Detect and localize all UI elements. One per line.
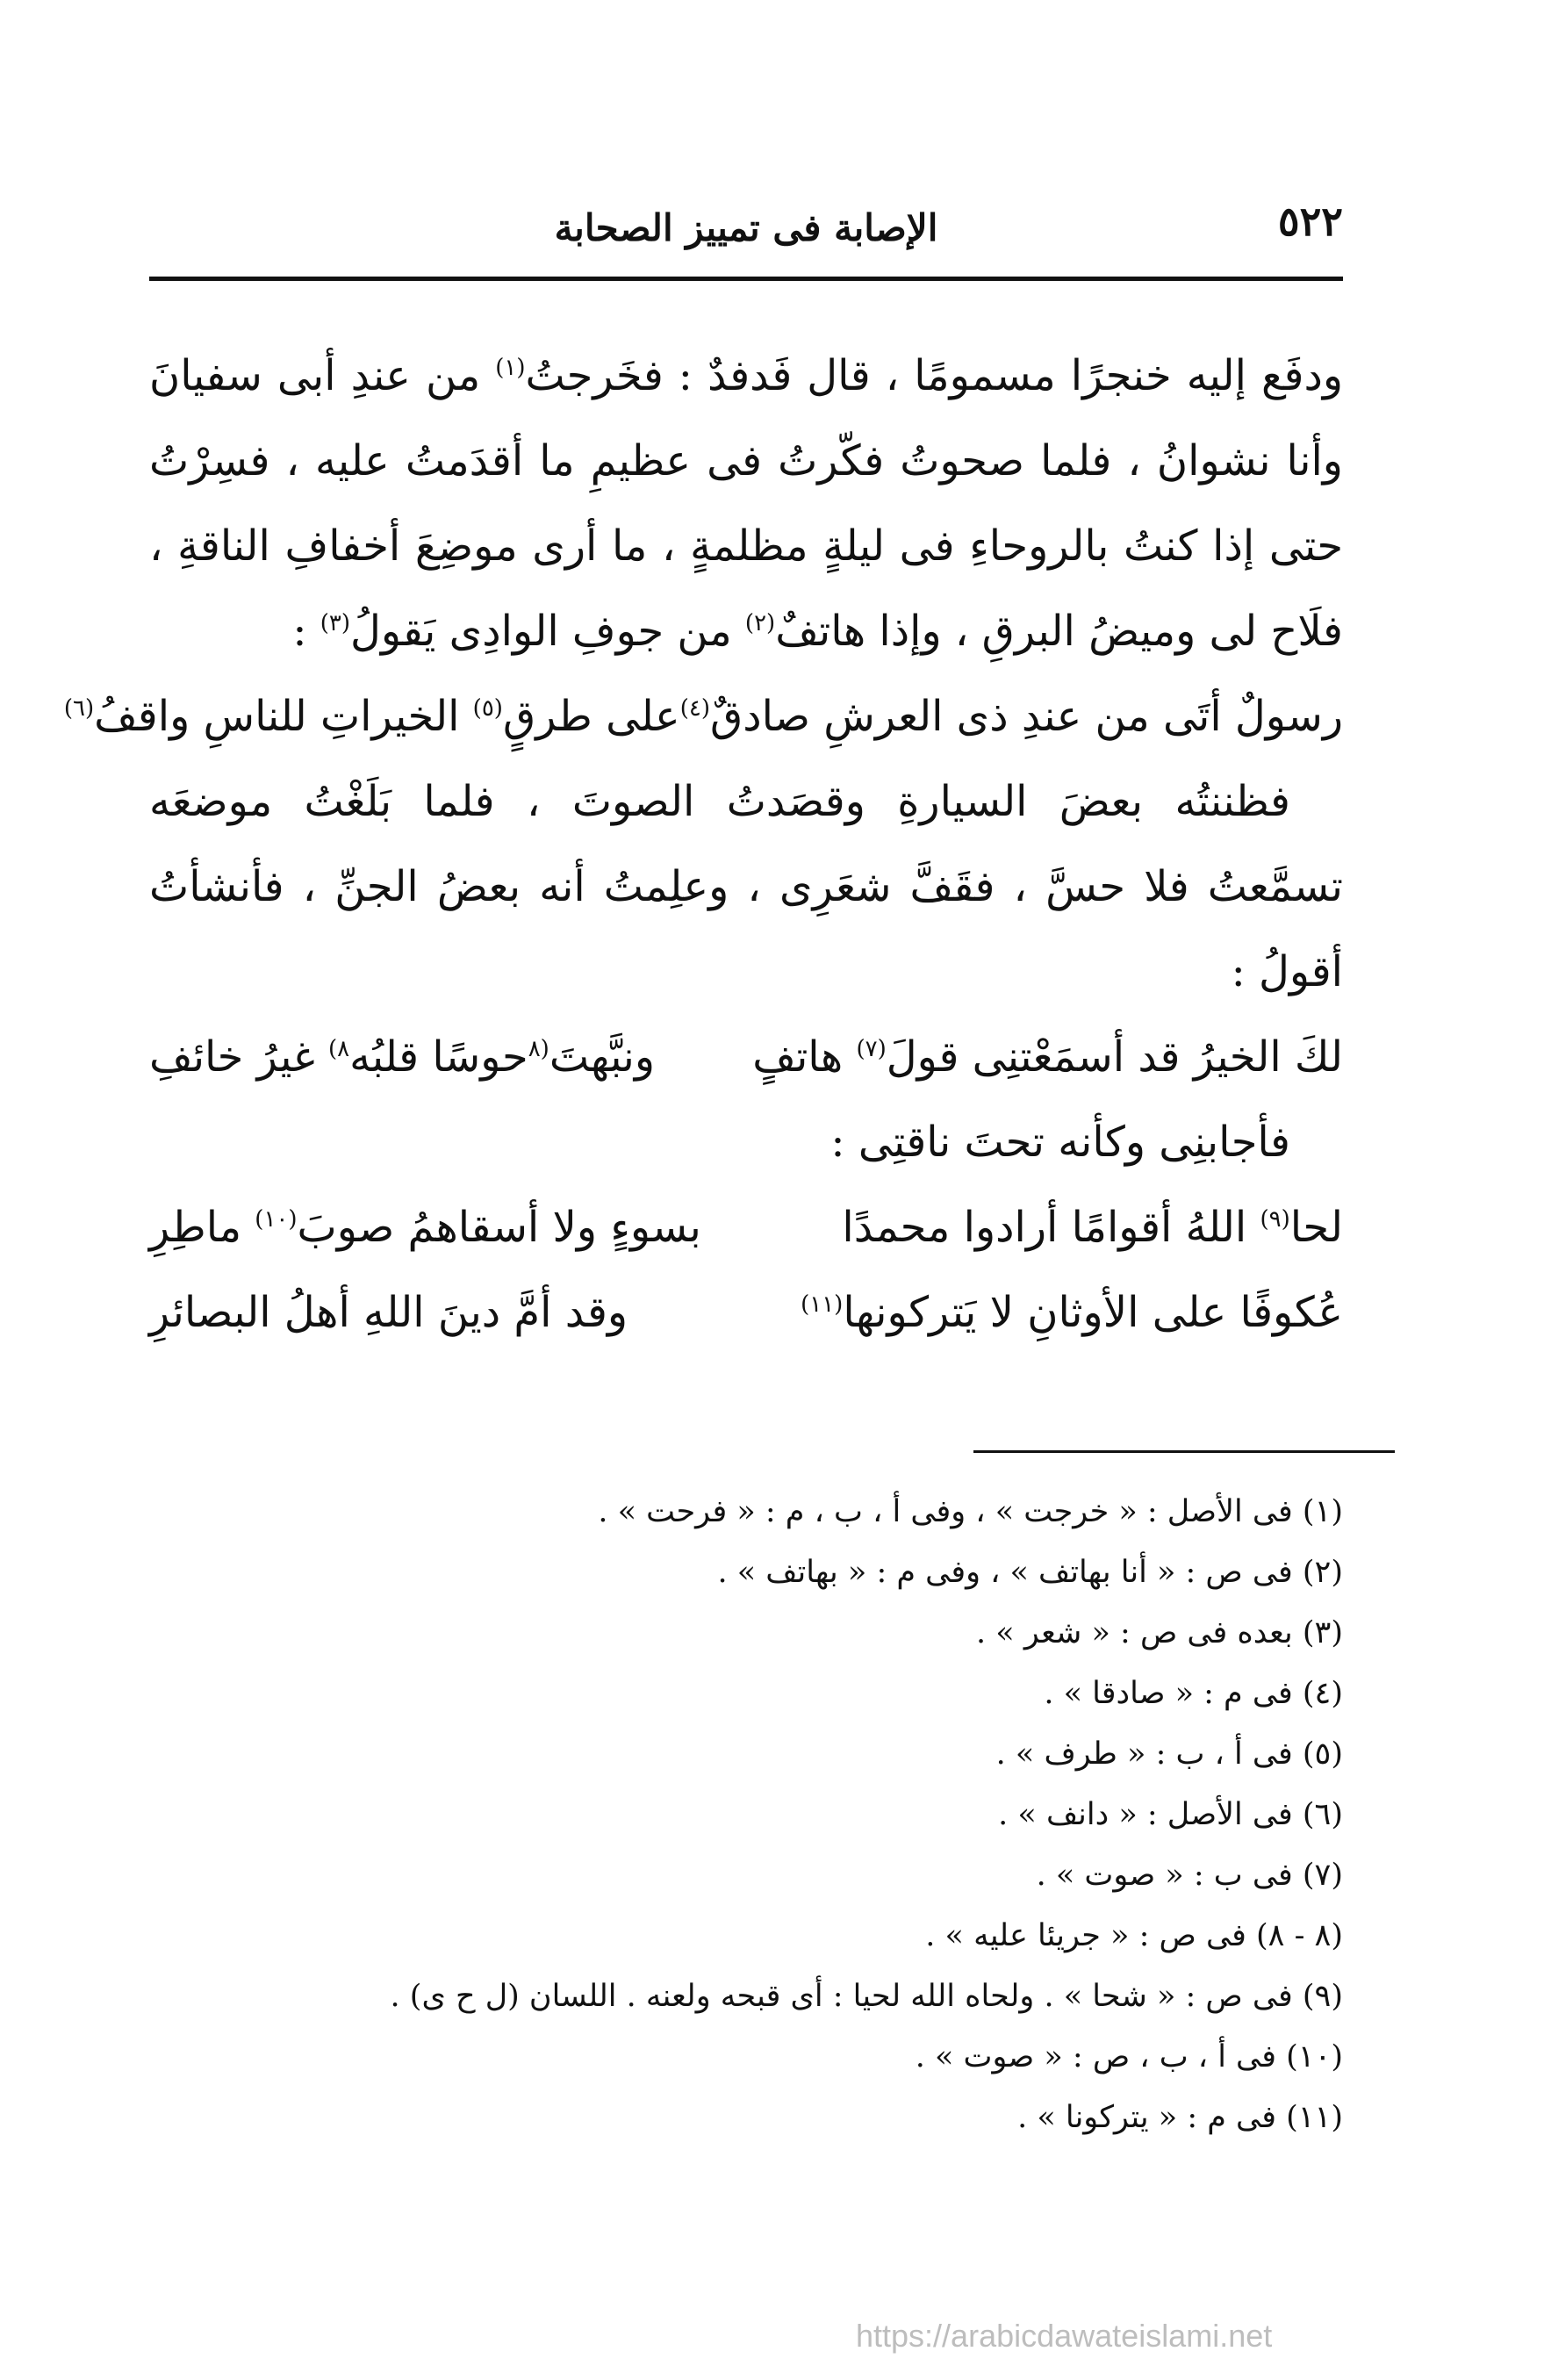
verse-2-second-hemistich	[149, 1015, 655, 1100]
verse-4-second-hemistich: وقد أمَّ دينَ اللهِ أهلُ البصائرِ	[149, 1288, 628, 1337]
text-span: ونبَّهتَ	[549, 1032, 656, 1082]
header-rule	[149, 277, 1343, 281]
footnote-marker: (٨	[528, 1036, 549, 1062]
verse-1	[63, 674, 1343, 759]
footnote-marker: ٨)	[327, 1036, 350, 1062]
watermark: https://arabicdawateislami.net	[856, 2318, 1273, 2354]
verse-2	[149, 1015, 1343, 1100]
footnote-item: (٦) فى الأصل : « دانف » .	[998, 1797, 1343, 1832]
footnote-item: (٤) فى م : « صادقا » .	[1044, 1676, 1343, 1711]
page-header	[149, 198, 1343, 259]
text-span: من عندِ أبى سفيانَ وأنا نشوانُ ، فلما صحوتُ فكّرتُ فى عظيمِ ما أقدَمتُ عليه ، فسِرْتُ حتى إذا كنتُ بالروحاءِ فى ليلةٍ مظلمةٍ ، ما أرى موضِعَ أخفافِ الناقةِ ، فلَاح لى وميضُ البرقِ ، وإذا هاتفٌ	[149, 351, 1343, 656]
text-span: بسوءٍ ولا أسقاهمُ صوبَ	[297, 1203, 701, 1252]
verse-3	[149, 1185, 1343, 1270]
text-span: لكَ الخيرُ قد أسمَعْتنِى قولَ	[886, 1032, 1343, 1082]
text-span: الخيراتِ للناسِ واقفُ	[94, 692, 473, 741]
text-span: رسولٌ أتَى من عندِ ذى العرشِ صادقٌ	[709, 692, 1343, 741]
text-span: عُكوفًا على الأوثانِ لا يَتركونها	[843, 1288, 1343, 1337]
footnote-marker: (٧)	[856, 1036, 887, 1062]
text-span: ودفَع إليه خنجرًا مسمومًا ، قال فَدفدٌ : فخَرجتُ	[525, 351, 1343, 400]
text-span: هاتفٍ	[752, 1032, 857, 1082]
running-title: الإصابة فى تمييز الصحابة	[554, 206, 938, 249]
paragraph-1	[149, 334, 1343, 674]
footnote-item: (٧) فى ب : « صوت » .	[1036, 1858, 1343, 1893]
text-span: اللهُ أقوامًا أرادوا محمدًا	[842, 1203, 1260, 1252]
footnote-marker: (٦)	[63, 695, 95, 722]
text-span: لحا	[1289, 1203, 1343, 1252]
footnote-marker: (٥)	[472, 695, 503, 722]
footnote-marker: (١)	[495, 355, 526, 381]
text-span: على طرقٍ	[502, 692, 680, 741]
verse-3-first-hemistich	[842, 1185, 1343, 1270]
paragraph-3: فأجابنِى وكأنه تحتَ ناقتِى :	[830, 1118, 1290, 1167]
footnote-rule	[973, 1450, 1395, 1453]
main-text	[63, 334, 1343, 1355]
footnote-item: (١٠) فى أ ، ب ، ص : « صوت » .	[915, 2039, 1343, 2074]
page-number: ٥٢٢	[1277, 198, 1343, 245]
footnote-marker: (٤)	[679, 695, 710, 722]
text-span: :	[292, 607, 320, 656]
verse-4	[149, 1270, 1343, 1355]
footnote-marker: (٣)	[320, 610, 351, 636]
verse-1-second-hemistich	[64, 674, 680, 759]
footnote-item: (٥) فى أ ، ب : « طرف » .	[995, 1736, 1343, 1772]
text-span: حوسًا قلبُه	[349, 1032, 528, 1082]
verse-3-second-hemistich	[149, 1185, 701, 1270]
footnote-item: (١١) فى م : « يتركونا » .	[1017, 2100, 1343, 2135]
footnote-item: (٢) فى ص : « أنا بهاتف » ، وفى م : « بهاتف » .	[717, 1555, 1343, 1590]
footnote-marker: (١٠)	[255, 1206, 298, 1233]
footnote-item: (٨ - ٨) فى ص : « جريئا عليه » .	[925, 1918, 1343, 1953]
footnote-marker: (٢)	[744, 610, 776, 636]
text-span: ماطِرِ	[149, 1203, 255, 1252]
paragraph-2: فظننتُه بعضَ السيارةِ وقصَدتُ الصوتَ ، فلما بَلَغْتُ موضعَه تسمَّعتُ فلا حسَّ ، فقَفَّ شعَرِى ، وعلِمتُ أنه بعضُ الجنِّ ، فأنشأتُ أقولُ :	[149, 777, 1343, 996]
footnote-item: (٩) فى ص : « شحا » . ولحاه الله لحيا : أى قبحه ولعنه . اللسان (ل ح ى) .	[390, 1979, 1343, 2014]
text-span: من جوفِ الوادِى يَقولُ	[350, 607, 745, 656]
footnote-item: (١) فى الأصل : « خرجت » ، وفى أ ، ب ، م : « فرحت » .	[598, 1494, 1343, 1529]
verse-2-first-hemistich	[752, 1015, 1343, 1100]
footnote-item: (٣) بعده فى ص : « شعر » .	[976, 1615, 1343, 1650]
verse-4-first-hemistich	[801, 1270, 1343, 1355]
footnotes	[149, 1482, 1343, 2148]
footnote-marker: (١١)	[801, 1291, 844, 1318]
text-span: غيرُ خائفِ	[149, 1032, 328, 1082]
footnote-marker: (٩)	[1260, 1206, 1290, 1233]
verse-1-first-hemistich	[680, 674, 1343, 759]
